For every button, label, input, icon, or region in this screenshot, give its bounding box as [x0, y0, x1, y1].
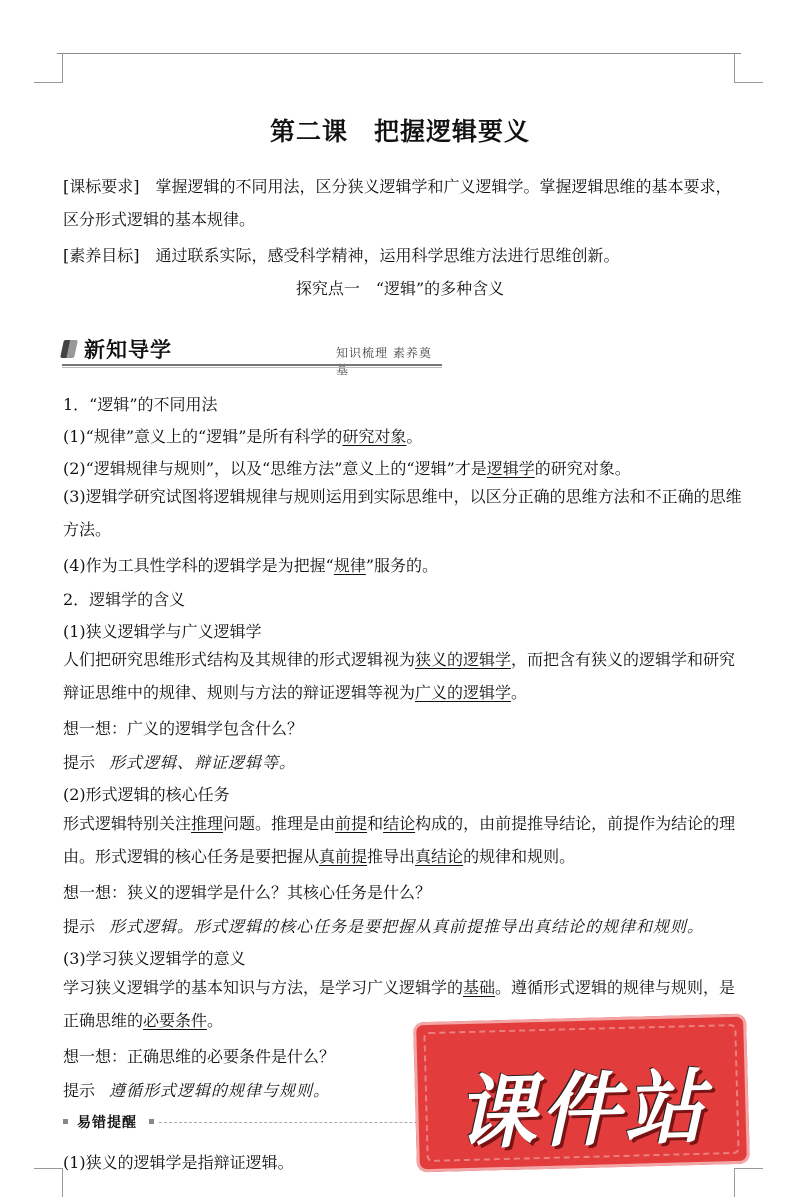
crop-mark-bottom-right	[734, 1168, 763, 1197]
p7-text-c: 。	[207, 1010, 224, 1030]
point-2-end: 的研究对象。	[534, 459, 631, 478]
point-4-end: ”服务的。	[365, 556, 439, 575]
paragraph-core-task	[63, 808, 743, 873]
point-2	[63, 456, 631, 479]
bookmark-icon	[60, 340, 78, 358]
point-2-blank: 逻辑学	[486, 459, 535, 478]
crop-mark-top-left	[34, 54, 63, 83]
explore-point-heading: 探究点一 “逻辑”的多种含义	[295, 279, 505, 298]
hint-3-label: 提示	[63, 1081, 96, 1100]
p6-text-d: 构成的，由前提推导结论，前提作为结论的理由。形式逻辑的核心任务是要把握从	[63, 814, 736, 866]
section-subtitle: 知识梳理 素养奠基	[336, 346, 432, 377]
error-item-1: (1)狭义的逻辑学是指辩证逻辑。	[63, 1153, 294, 1172]
p6-blank-1: 推理	[191, 814, 224, 833]
question-1: 想一想：广义的逻辑学包含什么？	[63, 719, 304, 738]
p7-blank-2: 必要条件	[143, 1010, 208, 1030]
hint-3	[63, 1078, 330, 1101]
tip-dot-right	[149, 1119, 154, 1124]
section-underline	[62, 364, 442, 368]
hint-1-text: 形式逻辑、辩证逻辑等。	[109, 753, 297, 772]
hint-3-text: 遵循形式逻辑的规律与规则。	[109, 1081, 331, 1100]
p6-blank-3: 结论	[383, 814, 416, 833]
goals-label: [素养目标]	[63, 246, 140, 265]
section-title: 新知导学	[84, 338, 172, 362]
point-1-text: (1)“规律”意义上的“逻辑”是所有科学的	[63, 427, 343, 446]
p6-text-f: 的规律和规则。	[463, 846, 576, 866]
point-1-end: 。	[406, 427, 423, 446]
p6-text-e: 推导出	[367, 846, 416, 866]
paragraph-narrow-broad	[63, 644, 743, 709]
p6-text-a: 形式逻辑特别关注	[63, 814, 192, 833]
watermark-stamp	[413, 1014, 750, 1173]
hint-1-label: 提示	[63, 753, 96, 772]
error-tip-label: 易错提醒	[77, 1115, 137, 1131]
lesson-title: 第二课 把握逻辑要义	[269, 117, 530, 146]
p6-blank-2: 前提	[335, 814, 368, 833]
subheading-3: (3)学习狭义逻辑学的意义	[63, 949, 246, 968]
point-1	[63, 424, 422, 447]
p5-text-c: 。	[511, 682, 528, 702]
p5-text-a: 人们把研究思维形式结构及其规律的形式逻辑视为	[63, 650, 416, 669]
p6-blank-5: 真结论	[415, 846, 464, 866]
heading-1: 1．“逻辑”的不同用法	[63, 395, 218, 414]
p7-blank-1: 基础	[463, 978, 496, 997]
section-header	[62, 334, 442, 377]
point-4	[63, 553, 438, 576]
p6-text-c: 和	[367, 814, 384, 833]
p6-blank-4: 真前提	[319, 846, 368, 866]
top-rule	[57, 53, 741, 54]
hint-2	[63, 914, 704, 937]
p5-text-b: ，而把含有狭义的逻辑学和研究辩证思维中的规律、规则与方法的辩证逻辑等视为	[63, 650, 736, 702]
requirements-label: [课标要求]	[63, 177, 140, 196]
crop-mark-bottom-left	[34, 1168, 63, 1197]
point-2-text: (2)“逻辑规律与规则”，以及“思维方法”意义上的“逻辑”才是	[63, 459, 487, 478]
point-4-text: (4)作为工具性学科的逻辑学是为把握“	[63, 556, 334, 575]
subheading-1: (1)狭义逻辑学与广义逻辑学	[63, 622, 262, 641]
requirements-text: 掌握逻辑的不同用法，区分狭义逻辑学和广义逻辑学。掌握逻辑思维的基本要求，区分形式逻辑的基本规律。	[63, 177, 732, 229]
literacy-goals	[63, 243, 620, 266]
p5-blank-2: 广义的逻辑学	[415, 682, 512, 702]
curriculum-requirements	[63, 171, 743, 236]
point-3: (3)逻辑学研究试图将逻辑规律与规则运用到实际思维中，以区分正确的思维方法和不正确的思维方法。	[63, 487, 742, 539]
subheading-2: (2)形式逻辑的核心任务	[63, 785, 230, 804]
tip-dot-left	[63, 1119, 68, 1124]
p5-blank-1: 狭义的逻辑学	[415, 650, 512, 669]
goals-text: 通过联系实际，感受科学精神，运用科学思维方法进行思维创新。	[155, 246, 620, 265]
heading-2: 2．逻辑学的含义	[63, 590, 186, 609]
question-2: 想一想：狭义的逻辑学是什么？其核心任务是什么？	[63, 883, 432, 902]
watermark-text: 课件站	[454, 1060, 710, 1161]
point-4-blank: 规律	[333, 556, 366, 575]
hint-2-label: 提示	[63, 917, 96, 936]
question-3: 想一想：正确思维的必要条件是什么？	[63, 1047, 336, 1066]
p7-text-a: 学习狭义逻辑学的基本知识与方法，是学习广义逻辑学的	[63, 978, 464, 997]
hint-2-text: 形式逻辑。形式逻辑的核心任务是要把握从真前提推导出真结论的规律和规则。	[109, 917, 705, 936]
p7-text-b: 。遵循形式逻辑的规律与规则，是正确思维的	[63, 978, 736, 1030]
crop-mark-top-right	[734, 54, 763, 83]
point-1-blank: 研究对象	[342, 427, 407, 446]
hint-1	[63, 750, 296, 773]
p6-text-b: 问题。推理是由	[223, 814, 336, 833]
